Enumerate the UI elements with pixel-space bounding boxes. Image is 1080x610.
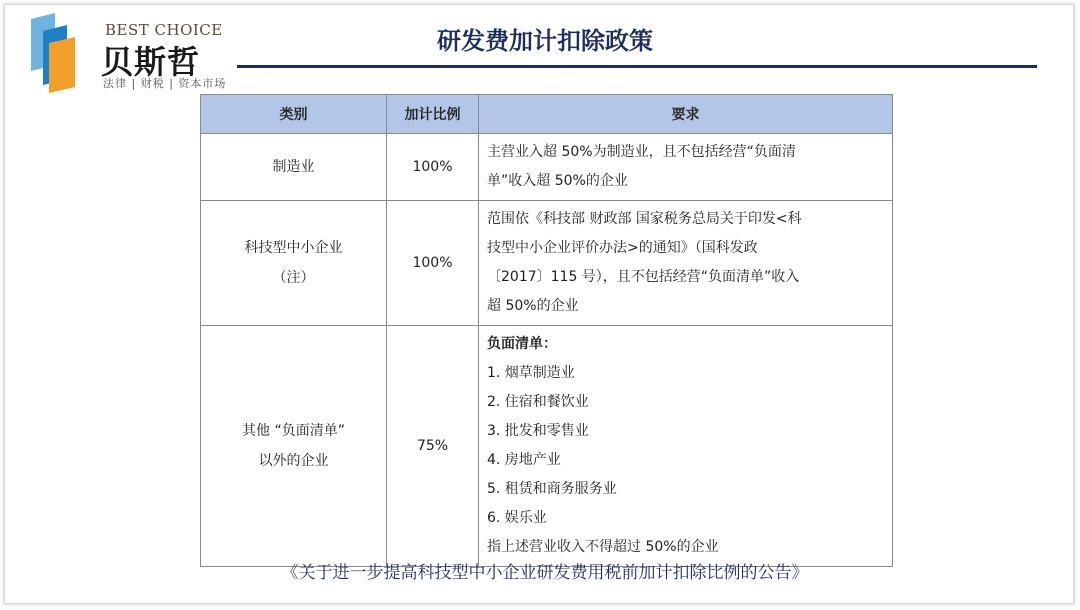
logo-chinese: 贝斯哲 xyxy=(101,43,201,81)
source-caption: 《关于进一步提高科技型中小企业研发费用税前加计扣除比例的公告》 xyxy=(281,563,809,583)
row-category xyxy=(201,201,387,326)
requirement-line: 技型中小企业评价办法>的通知》（国科发政 xyxy=(487,240,758,256)
requirement-line: 5. 租赁和商务服务业 xyxy=(487,481,617,497)
header-ratio: 加计比例 xyxy=(387,95,479,134)
row-requirement xyxy=(479,326,893,567)
requirement-line: 1. 烟草制造业 xyxy=(487,365,575,381)
requirement-line: 6. 娱乐业 xyxy=(487,510,547,526)
row-ratio: 100% xyxy=(387,134,479,201)
category-line: 其他 “负面清单” xyxy=(242,423,345,439)
category-line: （注） xyxy=(272,270,315,286)
row-ratio: 100% xyxy=(387,201,479,326)
table-row xyxy=(201,201,893,326)
category-line: 科技型中小企业 xyxy=(244,240,343,256)
logo-mark-icon xyxy=(21,13,83,93)
table-row xyxy=(201,326,893,567)
requirement-line: 范围依《科技部 财政部 国家税务总局关于印发<科 xyxy=(487,211,802,227)
header-category: 类别 xyxy=(201,95,387,134)
slide xyxy=(4,4,1074,604)
row-ratio: 75% xyxy=(387,326,479,567)
page-title: 研发费加计扣除政策 xyxy=(437,27,653,55)
row-category xyxy=(201,326,387,567)
row-requirement xyxy=(479,134,893,201)
requirement-line: 4. 房地产业 xyxy=(487,452,561,468)
row-category xyxy=(201,134,387,201)
category-line: 制造业 xyxy=(272,159,315,175)
logo-tagline: 法律 | 财税 | 资本市场 xyxy=(103,77,227,90)
header-requirement: 要求 xyxy=(479,95,893,134)
requirement-line: 主营业入超 50%为制造业，且不包括经营“负面清 xyxy=(487,144,796,160)
table-header-row xyxy=(201,95,893,134)
requirement-line: 单”收入超 50%的企业 xyxy=(487,173,628,189)
requirement-line: 超 50%的企业 xyxy=(487,298,579,314)
table-row xyxy=(201,134,893,201)
requirement-line: 〔2017〕115 号），且不包括经营“负面清单”收入 xyxy=(487,269,800,285)
row-requirement xyxy=(479,201,893,326)
negative-list-title: 负面清单： xyxy=(487,336,557,352)
logo-english: BEST CHOICE xyxy=(105,21,223,39)
requirement-line: 2. 住宿和餐饮业 xyxy=(487,394,589,410)
requirement-line: 3. 批发和零售业 xyxy=(487,423,589,439)
requirement-line: 指上述营业收入不得超过 50%的企业 xyxy=(487,539,719,555)
logo xyxy=(21,13,227,93)
title-underline xyxy=(237,65,1037,68)
category-line: 以外的企业 xyxy=(258,453,329,469)
policy-table xyxy=(200,94,893,567)
